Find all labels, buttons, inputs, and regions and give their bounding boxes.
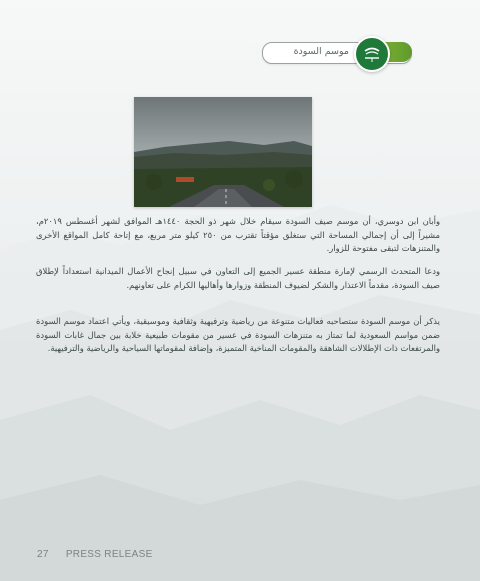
mountain-road-photo (134, 97, 312, 207)
page-footer (37, 549, 153, 560)
page-number: 27 (37, 549, 49, 560)
section-title: موسم السودة (293, 46, 349, 57)
footer-section-label: PRESS RELEASE (65, 549, 153, 560)
paragraph-2: ودعا المتحدث الرسمي لإمارة منطقة عسير الجميع إلى التعاون في سبيل إنجاح الأعمال الميدانية استعداداً لإطلاق صيف السودة، مقدماً الاعتذار والشكر لضيوف المنطقة وزوارها وأهاليها الكرام على تعاونهم. (36, 266, 440, 290)
paragraph-1: وأبان ابن دوسري، أن موسم صيف السودة سيقام خلال شهر ذو الحجة ١٤٤٠هـ الموافق لشهر أغسطس ٢٠١٩م، مشيراً إلى أن إجمالي المساحة التي ستغلق مؤقتاً تقترب من ٢٥٠ كيلو متر مربع، مع إتاحة كامل المواقع الأخرى والمتنزهات لتبقى مفتوحة للزوار. (36, 216, 440, 253)
saudi-emblem-icon (354, 36, 390, 72)
paragraph-3: يذكر أن موسم السودة ستصاحبه فعاليات متنوعة من رياضية وترفيهية وثقافية وموسيقية، ويأتي اعتماد موسم السودة ضمن مواسم السعودية لما تمتاز به متنزهات السودة في عسير من مقومات طبيعية خلابة بين جمال غابات السودة والمرتفعات ذات الإطلالات الشاهقة والمقومات المناخية المتميزة، وإضافة لمقوماتها السياحية والرياضية والترفيهية. (36, 316, 440, 353)
